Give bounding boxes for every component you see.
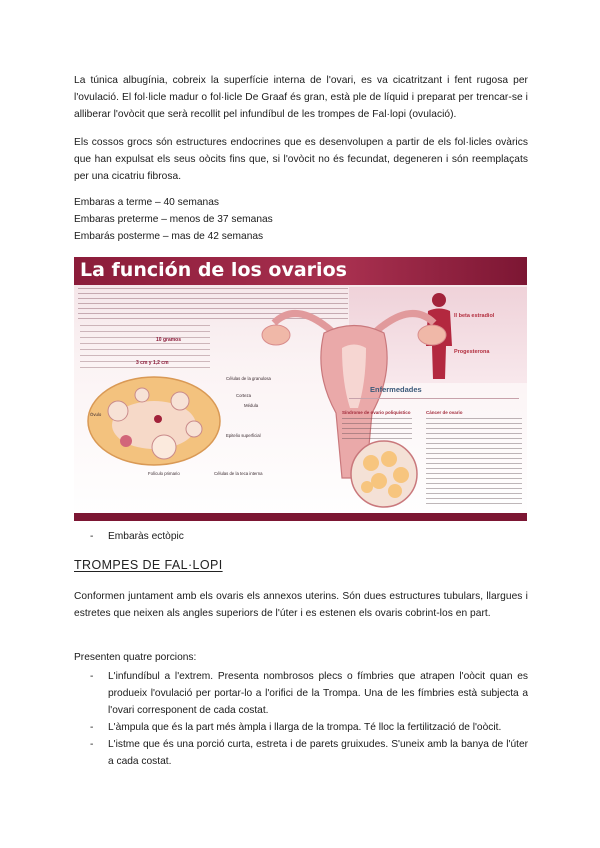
portion-text: L'infundíbul a l'extrem. Presenta nombrosos plecs o fímbries que atrapen l'oòcit quan es produeix l'ovulació per portar-lo a l'orifici de la Trompa. Una de les fímbries està subjecta a l'ovari corresponent de cada costat.: [108, 671, 528, 716]
section-heading-trompes: TROMPES DE FAL·LOPI: [74, 558, 223, 572]
label-granulosa: Células de la granulosa: [226, 376, 271, 381]
hormone-estradiol-label: Il beta estradiol: [454, 313, 495, 319]
pregnancy-postterm-line: Embarás posterme – mas de 42 semanas: [74, 231, 264, 242]
pregnancy-preterm-line: Embaras preterme – menos de 37 semanas: [74, 214, 273, 225]
portion-text: L'istme que és una porció curta, estreta i de parets gruixudes. S'uneix amb la banya de l'úter a cada costat.: [108, 739, 528, 767]
ovarian-cancer-text: [426, 418, 522, 508]
ovary-weight-stat: 10 gramos: [156, 337, 182, 343]
infographic-footer-band: [74, 513, 527, 521]
bullet-dash: -: [90, 531, 94, 542]
diseases-divider: [349, 398, 519, 399]
paragraph-quatre-porcions: Presenten quatre porcions:: [74, 652, 197, 663]
pcos-text: [342, 418, 412, 440]
infographic-title: La función de los ovarios: [80, 259, 347, 281]
paragraph-tunica-albuginia: La túnica albugínia, cobreix la superfície interna de l'ovari, es va cicatritzant i fent rugosa per l'ovulació. El fol·licle madur o fol·licle De Graaf és gran, està ple de líquid i preparat per trencar-se i alliberar l'ovòcit que serà recollit pel infundíbul de les trompes de Fal·lopi (ovulació).: [74, 75, 528, 120]
diseases-heading: Enfermedades: [370, 385, 422, 394]
paragraph-cossos-grocs: Els cossos grocs són estructures endocrines que es desenvolupen a partir de els fol·licles ovàrics que han expulsat els seus oòcits fins que, si l'ovòcit no és fecundat, degeneren i són reemplaçats per una cicatriu fibrosa.: [74, 137, 528, 182]
label-teca: Células de la teca interna: [214, 471, 263, 476]
ovary-function-infographic: [74, 257, 527, 521]
bullet-ectopic-text: Embaràs ectòpic: [108, 531, 184, 542]
ovarian-cancer-heading: Cáncer de ovario: [426, 410, 463, 415]
ovary-size-stat: 3 cm y 1,2 cm: [136, 360, 169, 366]
hormone-progesterone-label: Progesterona: [454, 349, 490, 355]
pcos-follicle-illustration: [349, 439, 419, 509]
paragraph-annexos: Conformen juntament amb els ovaris els annexos uterins. Són dues estructures tubulars, llargues i estretes que neixen als angles superiors de l'úter i es estenen els ovaris cobrint-los en part.: [74, 591, 528, 619]
label-corteza: Corteza: [236, 393, 252, 398]
portion-text: L'àmpula que és la part més àmpla i llarga de la trompa. Té lloc la fertilització de l'oòcit.: [108, 722, 502, 733]
label-medula: Médula: [244, 403, 259, 408]
label-ovulo: Óvulo: [90, 412, 102, 417]
document-page: La túnica albugínia, cobreix la superfície interna de l'ovari, es va cicatritzant i fent rugosa per l'ovulació. El fol·licle madur o fol·licle De Graaf és gran, està ple de líquid i preparat per trencar-se i alliberar l'ovòcit que serà recollit pel infundíbul de les trompes de Fal·lopi (ovulació). Els cossos grocs són estructures endocrines que es desenvolupen a partir de els fol·licles ovàrics que han expulsat els seus oòcits fins que, si l'ovòcit no és fecundat, degeneren i són reemplaçats per una cicatriu fibrosa. Embaras a terme – 40 semanas Embaras preterme – menos de 37 semanas Embarás posterme – mas de 42 semanas La función de los ovarios 10 gramos 3 cm y 1,2 cm Il beta estradiol Progesterona Células de la granulosa Corteza Médula Óvulo Folículo primario Células de la teca interna Epitelio superficial Enfermedades Síndrome de ovario poliquístico Cáncer de ovario - Embaràs ectòpic TROMPES DE FAL·LOPI Conformen juntament amb els ovaris els annexos uterins. Són dues estructures tubulars, llargues i estretes que neixen als angles superiors de l'úter i es estenen els ovaris cobrint-los en part. Presenten quatre porcions: - L'infundíbul a l'extrem. Presenta nombrosos plecs o fímbries que atrapen l'oòcit quan es produeix l'ovulació per portar-lo a l'orifici de la Trompa. Una de les fímbries està subjecta a l'ovari corresponent de cada costat. - L'àmpula que és la part més àmpla i llarga de la trompa. Té lloc la fertilització de l'oòcit. - L'istme que és una porció curta, estreta i de parets gruixudes. S'uneix amb la banya de l'úter a cada costat.: [0, 0, 600, 848]
ovary-cross-section: [82, 365, 222, 477]
pregnancy-term-line: Embaras a terme – 40 semanas: [74, 197, 219, 208]
label-epitelio: Epitelio superficial: [226, 433, 261, 438]
pcos-heading: Síndrome de ovario poliquístico: [342, 410, 411, 415]
label-foliculo: Folículo primario: [148, 471, 180, 476]
